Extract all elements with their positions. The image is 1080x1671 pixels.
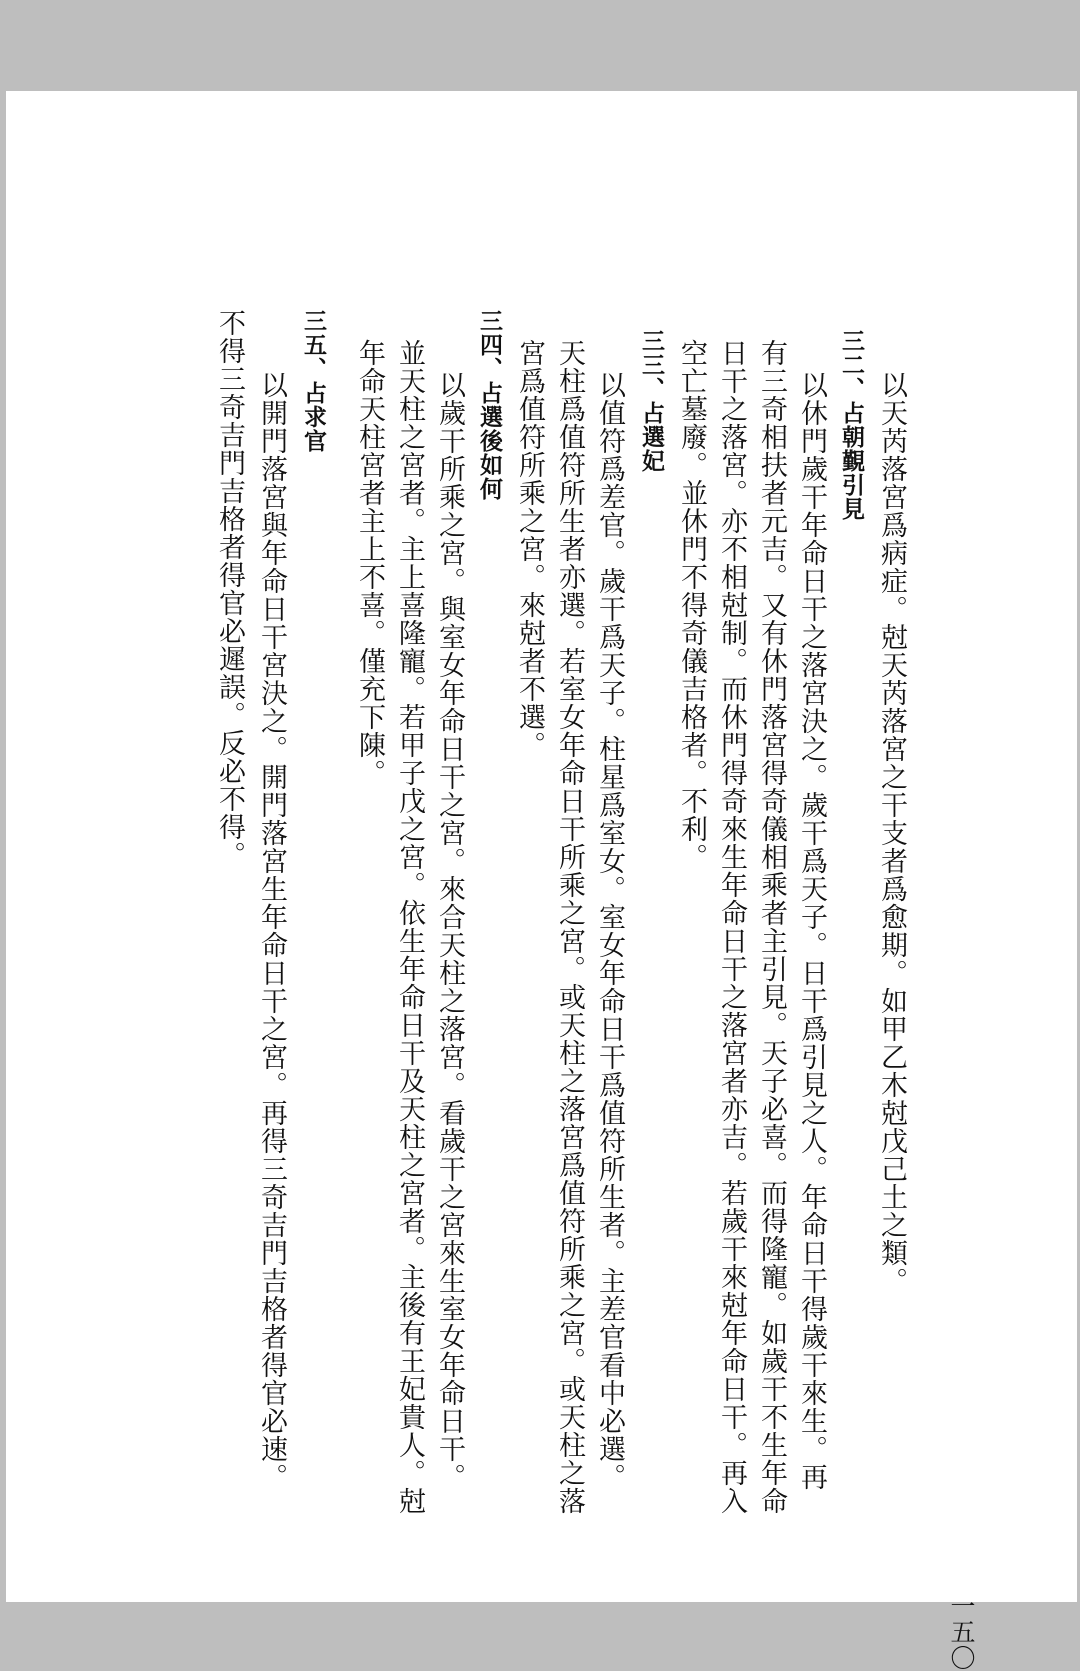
scanned-page xyxy=(6,91,1077,1671)
paragraph-line: 宮爲值符所乘之宮。來尅者不選。 xyxy=(514,339,545,759)
paragraph-line: 以天芮落宮爲病症。尅天芮落宮之干支者爲愈期。如甲乙木尅戊己土之類。 xyxy=(876,371,907,1295)
paragraph-line: 以休門歲干年命日干之落宮決之。歲干爲天子。日干爲引見之人。年命日干得歲干來生。再 xyxy=(796,371,827,1491)
page-number: 一五〇 xyxy=(947,1593,976,1671)
paragraph-line: 以開門落宮與年命日干宮決之。開門落宮生年命日干之宮。再得三奇吉門吉格者得官必速。 xyxy=(256,371,287,1491)
paragraph-line: 空亡墓廢。並休門不得奇儀吉格者。不利。 xyxy=(676,339,707,871)
section-heading-32: 三二、占朝覲引見 xyxy=(838,329,865,521)
paragraph-line: 有三奇相扶者元吉。又有休門落宮得奇儀相乘者主引見。天子必喜。而得隆寵。如歲干不生年命 xyxy=(756,339,787,1515)
section-heading-35: 三五、占求官 xyxy=(300,309,327,453)
paragraph-line: 以歲干所乘之宮。與室女年命日干之宮。來合天柱之落宮。看歲干之宮來生室女年命日干。 xyxy=(434,371,465,1491)
paragraph-line: 以值符爲差官。歲干爲天子。柱星爲室女。室女年命日干爲值符所生者。主差官看中必選。 xyxy=(594,371,625,1491)
paragraph-line: 日干之落宮。亦不相尅制。而休門得奇來生年命日干之落宮者亦吉。若歲干來尅年命日干。再入 xyxy=(716,339,747,1515)
paragraph-line: 天柱爲值符所生者亦選。若室女年命日干所乘之宮。或天柱之落宮爲值符所乘之宮。或天柱之落 xyxy=(554,339,585,1515)
paragraph-line: 年命天柱宮者主上不喜。僅充下陳。 xyxy=(354,339,385,787)
paragraph-line: 並天柱之宮者。主上喜隆寵。若甲子戊之宮。依生年命日干及天柱之宮者。主後有王妃貴人。尅 xyxy=(394,339,425,1515)
paragraph-line: 不得三奇吉門吉格者得官必遲誤。反必不得。 xyxy=(214,309,245,869)
section-heading-34: 三四、占選後如何 xyxy=(476,309,503,501)
section-heading-33: 三三、占選妃 xyxy=(638,329,665,473)
